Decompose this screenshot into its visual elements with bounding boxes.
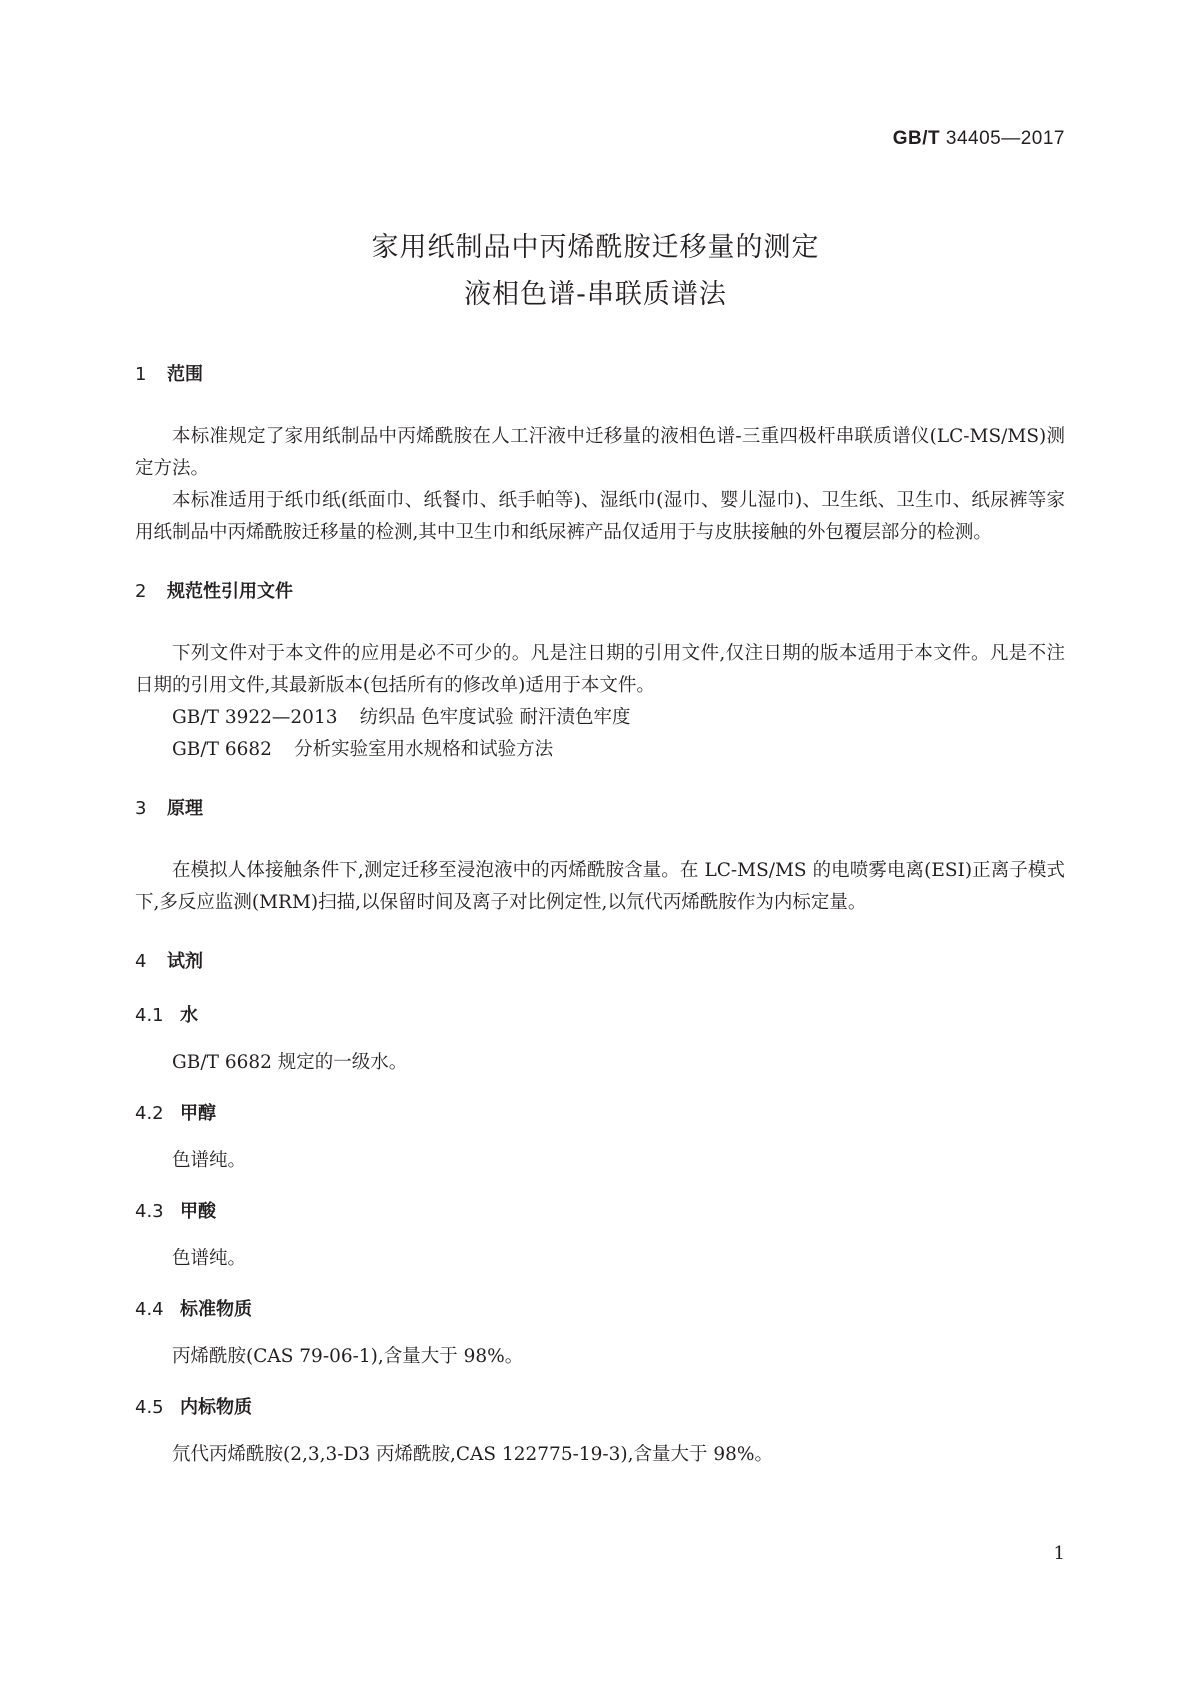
section-number: 3: [135, 798, 147, 819]
section-heading-scope: [135, 360, 1065, 386]
subsection-title: 内标物质: [180, 1397, 252, 1418]
reference-item: [135, 734, 1065, 766]
subsection-number: 4.1: [135, 1005, 164, 1026]
section-heading-reagents: [135, 947, 1065, 973]
paragraph: 下列文件对于本文件的应用是必不可少的。凡是注日期的引用文件,仅注日期的版本适用于本文件。凡是不注日期的引用文件,其最新版本(包括所有的修改单)适用于本文件。: [135, 643, 1065, 696]
document-body: [135, 360, 1065, 1471]
standard-number: 34405—2017: [945, 128, 1065, 149]
subsection-heading-standard-substance: [135, 1295, 1065, 1321]
title-line-2: 液相色谱-串联质谱法: [464, 279, 727, 310]
subsection-title: 水: [180, 1005, 198, 1026]
document-title: [0, 224, 1191, 318]
subsection-heading-methanol: [135, 1099, 1065, 1125]
subsection-heading-internal-standard: [135, 1393, 1065, 1419]
paragraph: 本标准规定了家用纸制品中丙烯酰胺在人工汗液中迁移量的液相色谱-三重四极杆串联质谱仪(LC-MS/MS)测定方法。: [135, 426, 1065, 479]
reference-code: GB/T 6682: [172, 739, 272, 760]
reference-code: GB/T 3922—2013: [172, 707, 338, 728]
paragraph: GB/T 6682 规定的一级水。: [172, 1052, 408, 1073]
subsection-number: 4.2: [135, 1103, 164, 1124]
paragraph: 色谱纯。: [172, 1150, 247, 1171]
reference-title: 分析实验室用水规格和试验方法: [294, 739, 554, 760]
subsection-title: 标准物质: [180, 1299, 252, 1320]
paragraph: 丙烯酰胺(CAS 79-06-1),含量大于 98%。: [172, 1346, 524, 1367]
subsection-heading-water: [135, 1001, 1065, 1027]
section-number: 2: [135, 581, 147, 602]
paragraph: 色谱纯。: [172, 1248, 247, 1269]
subsection-heading-formic-acid: [135, 1197, 1065, 1223]
subsection-title: 甲酸: [180, 1201, 216, 1222]
section-heading-normative-references: [135, 577, 1065, 603]
subsection-number: 4.5: [135, 1397, 164, 1418]
section-title: 范围: [167, 364, 203, 385]
section-heading-principle: [135, 794, 1065, 820]
paragraph: 氘代丙烯酰胺(2,3,3-D3 丙烯酰胺,CAS 122775-19-3),含量大于 98%。: [172, 1444, 774, 1465]
section-title: 规范性引用文件: [167, 581, 293, 602]
paragraph: 本标准适用于纸巾纸(纸面巾、纸餐巾、纸手帕等)、湿纸巾(湿巾、婴儿湿巾)、卫生纸、卫生巾、纸尿裤等家用纸制品中丙烯酰胺迁移量的检测,其中卫生巾和纸尿裤产品仅适用于与皮肤接触的外包覆层部分的检测。: [135, 490, 1065, 543]
standard-prefix: GB/T: [892, 128, 941, 149]
standard-code: [893, 128, 1065, 150]
page-number: 1: [1053, 1543, 1065, 1564]
reference-title: 纺织品 色牢度试验 耐汗渍色牢度: [359, 707, 631, 728]
reference-item: [135, 702, 1065, 734]
section-title: 原理: [167, 798, 203, 819]
subsection-title: 甲醇: [180, 1103, 216, 1124]
title-line-1: 家用纸制品中丙烯酰胺迁移量的测定: [371, 232, 820, 263]
paragraph: 在模拟人体接触条件下,测定迁移至浸泡液中的丙烯酰胺含量。在 LC-MS/MS 的电喷雾电离(ESI)正离子模式下,多反应监测(MRM)扫描,以保留时间及离子对比例定性,以氘代丙烯酰胺作为内标定量。: [135, 860, 1065, 913]
section-title: 试剂: [167, 951, 203, 972]
section-number: 4: [135, 951, 147, 972]
subsection-number: 4.4: [135, 1299, 164, 1320]
subsection-number: 4.3: [135, 1201, 164, 1222]
section-number: 1: [135, 364, 147, 385]
